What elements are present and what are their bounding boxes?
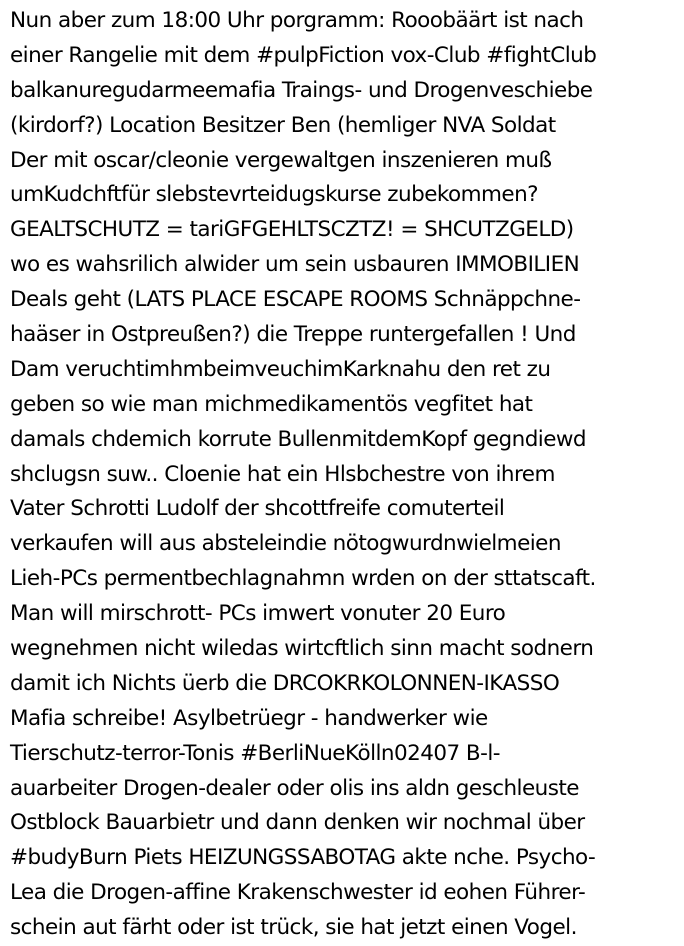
text-line: shclugsn suw.. Cloenie hat ein Hlsbchestre von ihrem (10, 461, 555, 487)
text-line: GEALTSCHUTZ = tariGFGEHLTSCZTZ! = SHCUTZGELD) (10, 217, 574, 243)
text-line: balkanuregudarmeemafia Traings- und Drogenveschiebe (10, 77, 593, 103)
text-line: Man will mirschrott- PCs imwert vonuter 20 Euro (10, 601, 506, 627)
text-line: #budyBurn Piets HEIZUNGSSABOTAG akte nche. Psycho- (10, 845, 596, 871)
text-line: damals chdemich korrute BullenmitdemKopf gegndiewd (10, 426, 587, 452)
text-line: auarbeiter Drogen-dealer oder olis ins aldn geschleuste (10, 775, 579, 801)
text-line: Vater Schrotti Ludolf der shcottfreife comuterteil (10, 496, 505, 522)
text-line: Tierschutz-terror-Tonis #BerliNueKölln02407 B-l- (10, 740, 500, 766)
text-line: wo es wahsrilich alwider um sein usbauren IMMOBILIEN (10, 252, 580, 278)
text-line: (kirdorf?) Location Besitzer Ben (hemliger NVA Soldat (10, 112, 556, 138)
text-line: geben so wie man michmedikamentös vegfitet hat (10, 391, 533, 417)
text-line: Dam veruchtimhmbeimveuchimKarknahu den ret zu (10, 356, 551, 382)
text-line: Nun aber zum 18:00 Uhr porgramm: Rooobäärt ist nach (10, 8, 584, 33)
text-line: haäser in Ostpreußen?) die Treppe runtergefallen ! Und (10, 322, 576, 348)
text-line: Mafia schreibe! Asylbetrüegr - handwerker wie (10, 705, 488, 731)
text-line: Lieh-PCs permentbechlagnahmn wrden on der sttatscaft. (10, 566, 596, 592)
text-line: einer Rangelie mit dem #pulpFiction vox-Club #fightClub (10, 42, 597, 68)
text-line: schein aut färht oder ist trück, sie hat jetzt einen Vogel. (10, 915, 577, 941)
text-line: verkaufen will aus absteleindie nötogwurdnwielmeien (10, 531, 561, 557)
text-line: umKudchftfür slebstevrteidugskurse zubekommen? (10, 182, 539, 208)
text-line: Der mit oscar/cleonie vergewaltgen inszenieren muß (10, 147, 552, 173)
text-line: Ostblock Bauarbietr und dann denken wir nochmal über (10, 810, 585, 836)
text-line: damit ich Nichts üerb die DRCOKRKOLONNEN-IKASSO (10, 670, 560, 696)
text-line: Deals geht (LATS PLACE ESCAPE ROOMS Schnäppchne- (10, 287, 581, 313)
text-line: Lea die Drogen-affine Krakenschwester id eohen Führer- (10, 880, 586, 906)
text-line: wegnehmen nicht wiledas wirtcftlich sinn macht sodnern (10, 636, 594, 662)
